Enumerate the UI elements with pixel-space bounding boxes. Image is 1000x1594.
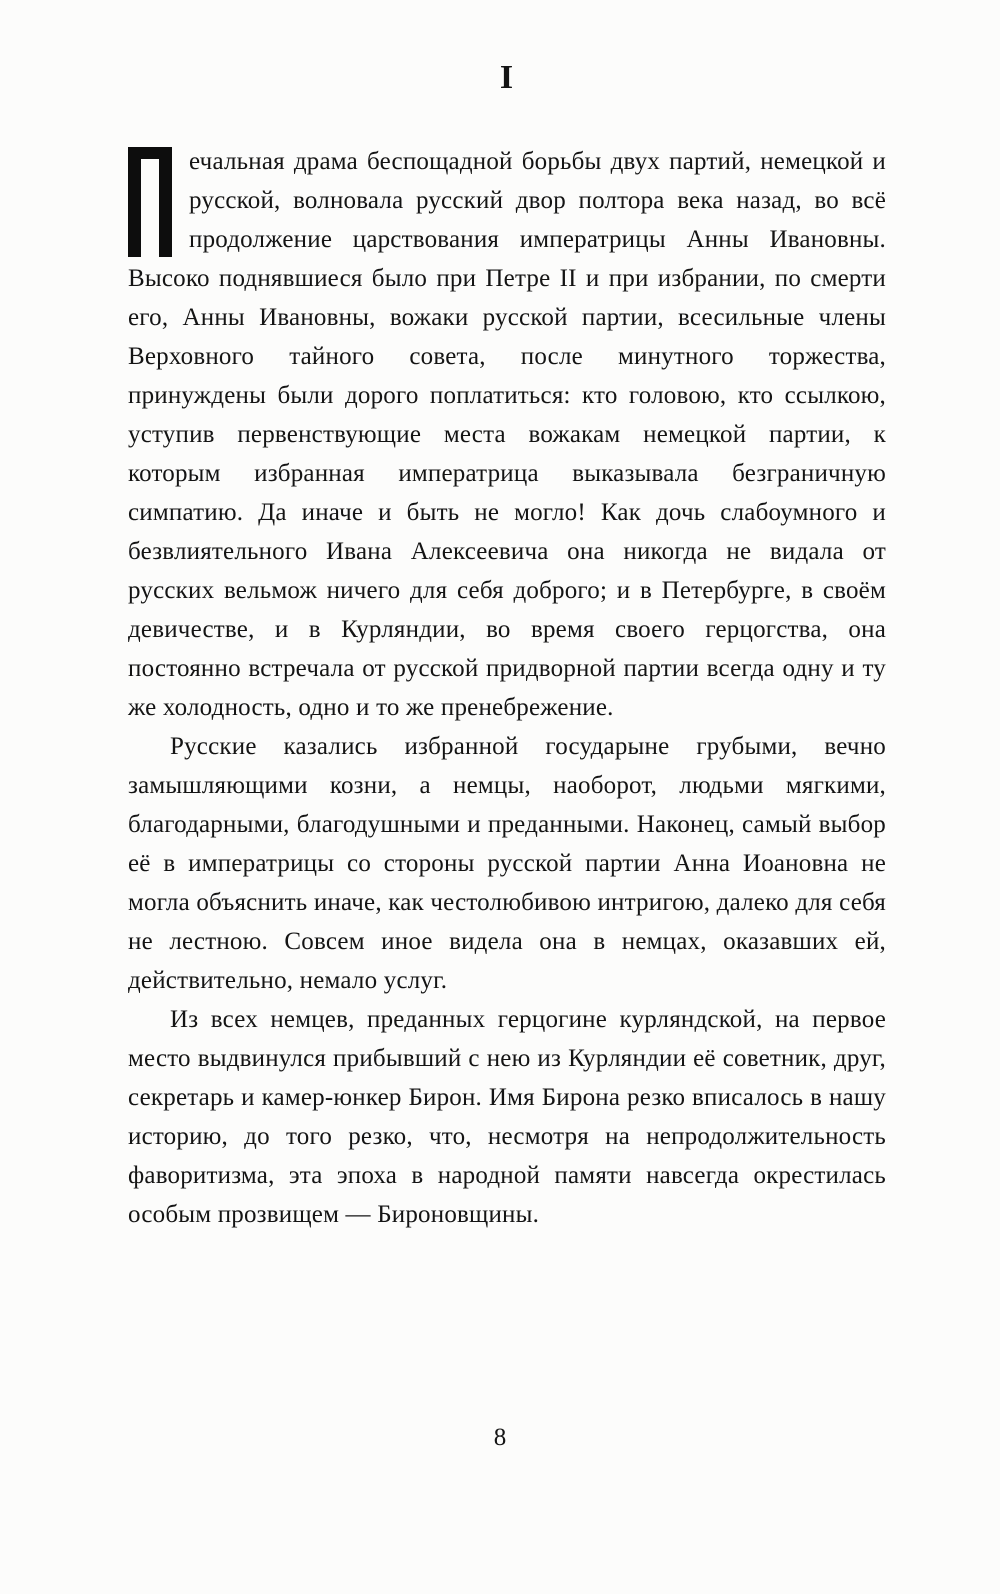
book-page xyxy=(128,58,886,1234)
paragraph: Из всех немцев, преданных герцогине курляндской, на первое место выдвинулся прибывший с нею из Курляндии её советник, друг, секретарь и камер-юнкер Бирон. Имя Бирона резко вписалось в нашу историю, до того резко, что, несмотря на непродолжительность фаворитизма, эта эпоха в народной памяти навсегда окрестилась особым прозвищем — Бироновщины. xyxy=(128,1006,886,1228)
paragraph xyxy=(128,142,886,727)
dropcap-glyph xyxy=(128,147,172,257)
chapter-heading: I xyxy=(499,59,515,96)
paragraph-text: ечальная драма беспощадной борьбы двух партий, немецкой и русской, волновала русский двор полтора века назад, во всё продолжение царствования императрицы Анны Ивановны. Высоко поднявшиеся было при Петре II и при избрании, по смерти его, Анны Ивановны, вожаки русской партии, всесильные члены Верховного тайного совета, после минутного торжества, принуждены были дорого поплатиться: кто головою, кто ссылкою, уступив первенствующие места вожакам немецкой партии, к которым избранная императрица выказывала безграничную симпатию. Да иначе и быть не могло! Как дочь слабоумного и безвлиятельного Ивана Алексеевича она никогда не видала от русских вельмож ничего для себя доброго; и в Петербурге, в своём девичестве, и в Курляндии, во время своего герцогства, она постоянно встречала от русской придворной партии всегда одну и ту же холодность, одно и то же пренебрежение. xyxy=(128,148,886,721)
dropcap-letter xyxy=(128,147,172,257)
paragraph: Русские казались избранной государыне грубыми, вечно замышляющими козни, а немцы, наоборот, людьми мягкими, благодарными, благодушными и преданными. Наконец, самый выбор её в императрицы со стороны русской партии Анна Иоановна не могла объяснить иначе, как честолюбивою интригою, далеко для себя не лестною. Совсем иное видела она в немцах, оказавших ей, действительно, немало услуг. xyxy=(128,733,886,994)
page-number: 8 xyxy=(493,1424,507,1451)
body-text xyxy=(128,142,886,1234)
